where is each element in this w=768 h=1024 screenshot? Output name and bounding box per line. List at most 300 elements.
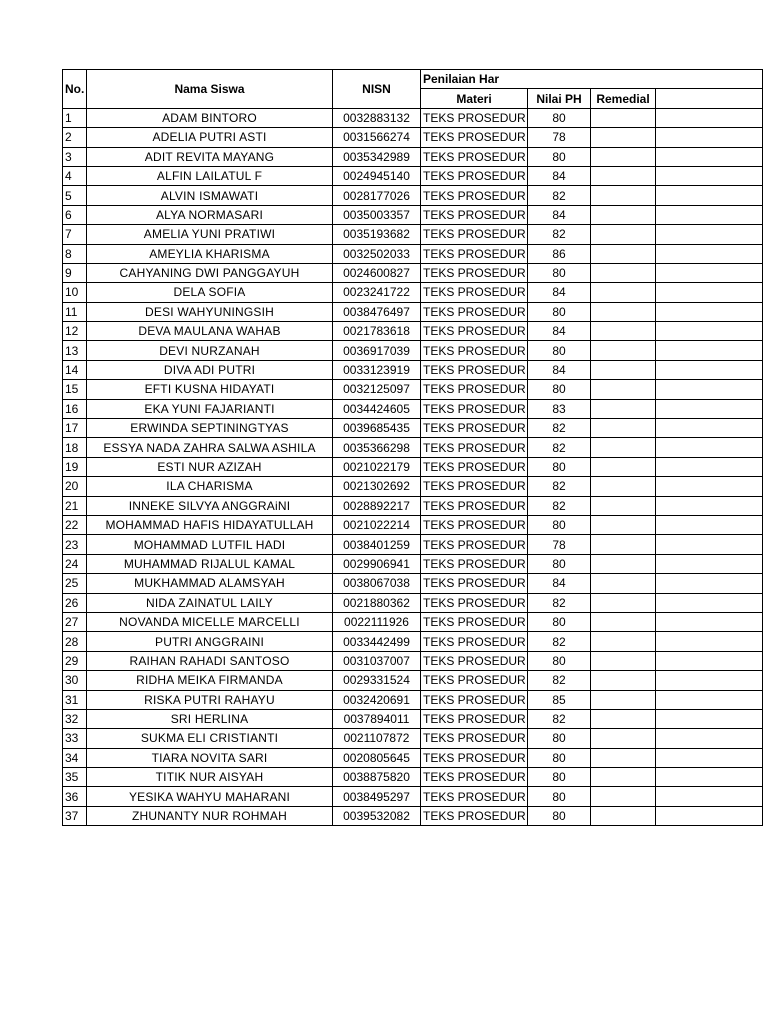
cell-nilai-ph[interactable]: 82 xyxy=(528,186,591,205)
cell-nama-siswa[interactable]: EFTI KUSNA HIDAYATI xyxy=(87,380,333,399)
cell-materi[interactable]: TEKS PROSEDUR xyxy=(421,341,528,360)
cell-nisn[interactable]: 0039685435 xyxy=(333,419,421,438)
cell-nisn[interactable]: 0034424605 xyxy=(333,399,421,418)
cell-nama-siswa[interactable]: DESI WAHYUNINGSIH xyxy=(87,302,333,321)
table-row xyxy=(63,263,763,282)
cell-offscreen xyxy=(656,322,763,341)
cell-nilai-ph[interactable]: 78 xyxy=(528,535,591,554)
cell-offscreen xyxy=(656,457,763,476)
table-row xyxy=(63,574,763,593)
cell-offscreen xyxy=(656,419,763,438)
table-row xyxy=(63,186,763,205)
table-row xyxy=(63,671,763,690)
cell-nilai-ph[interactable]: 82 xyxy=(528,709,591,728)
cell-no[interactable]: 20 xyxy=(63,477,87,496)
cell-nisn[interactable]: 0038476497 xyxy=(333,302,421,321)
cell-nama-siswa[interactable]: YESIKA WAHYU MAHARANI xyxy=(87,787,333,806)
cell-nilai-ph[interactable]: 84 xyxy=(528,205,591,224)
cell-nama-siswa[interactable]: TIARA NOVITA SARI xyxy=(87,748,333,767)
cell-nisn[interactable]: 0021022214 xyxy=(333,515,421,534)
cell-remedial[interactable] xyxy=(591,419,656,438)
cell-nilai-ph[interactable]: 80 xyxy=(528,457,591,476)
cell-nama-siswa[interactable]: ADAM BINTORO xyxy=(87,108,333,127)
cell-no[interactable]: 5 xyxy=(63,186,87,205)
cell-nilai-ph[interactable]: 80 xyxy=(528,108,591,127)
cell-offscreen xyxy=(656,574,763,593)
cell-nama-siswa[interactable]: ALYA NORMASARI xyxy=(87,205,333,224)
cell-materi[interactable]: TEKS PROSEDUR xyxy=(421,380,528,399)
cell-offscreen xyxy=(656,651,763,670)
cell-materi[interactable]: TEKS PROSEDUR xyxy=(421,768,528,787)
cell-nama-siswa[interactable]: RISKA PUTRI RAHAYU xyxy=(87,690,333,709)
cell-nama-siswa[interactable]: ADELIA PUTRI ASTI xyxy=(87,128,333,147)
cell-nisn[interactable]: 0021783618 xyxy=(333,322,421,341)
cell-nilai-ph[interactable]: 80 xyxy=(528,729,591,748)
table-row xyxy=(63,302,763,321)
table-row xyxy=(63,322,763,341)
cell-remedial[interactable] xyxy=(591,341,656,360)
cell-no[interactable]: 21 xyxy=(63,496,87,515)
cell-nama-siswa[interactable]: INNEKE SILVYA ANGGRAiNI xyxy=(87,496,333,515)
cell-nilai-ph[interactable]: 82 xyxy=(528,477,591,496)
cell-offscreen xyxy=(656,709,763,728)
cell-materi[interactable]: TEKS PROSEDUR xyxy=(421,283,528,302)
cell-materi[interactable]: TEKS PROSEDUR xyxy=(421,632,528,651)
cell-nisn[interactable]: 0035342989 xyxy=(333,147,421,166)
cell-remedial[interactable] xyxy=(591,147,656,166)
table-row xyxy=(63,787,763,806)
cell-offscreen xyxy=(656,244,763,263)
cell-no[interactable]: 30 xyxy=(63,671,87,690)
cell-nisn[interactable]: 0036917039 xyxy=(333,341,421,360)
cell-nama-siswa[interactable]: ESSYA NADA ZAHRA SALWA ASHILA xyxy=(87,438,333,457)
cell-nama-siswa[interactable]: NIDA ZAINATUL LAILY xyxy=(87,593,333,612)
cell-nisn[interactable]: 0029331524 xyxy=(333,671,421,690)
cell-nisn[interactable]: 0029906941 xyxy=(333,554,421,573)
cell-remedial[interactable] xyxy=(591,322,656,341)
cell-no[interactable]: 11 xyxy=(63,302,87,321)
cell-nilai-ph[interactable]: 80 xyxy=(528,341,591,360)
cell-offscreen xyxy=(656,612,763,631)
cell-no[interactable]: 6 xyxy=(63,205,87,224)
cell-offscreen xyxy=(656,593,763,612)
cell-nama-siswa[interactable]: TITIK NUR AISYAH xyxy=(87,768,333,787)
cell-nilai-ph[interactable]: 80 xyxy=(528,147,591,166)
cell-nisn[interactable]: 0023241722 xyxy=(333,283,421,302)
cell-remedial[interactable] xyxy=(591,690,656,709)
table-row xyxy=(63,612,763,631)
cell-nama-siswa[interactable]: RAIHAN RAHADI SANTOSO xyxy=(87,651,333,670)
cell-no[interactable]: 26 xyxy=(63,593,87,612)
cell-nisn[interactable]: 0022111926 xyxy=(333,612,421,631)
cell-nisn[interactable]: 0032420691 xyxy=(333,690,421,709)
cell-nama-siswa[interactable]: MOHAMMAD HAFIS HIDAYATULLAH xyxy=(87,515,333,534)
cell-materi[interactable]: TEKS PROSEDUR xyxy=(421,574,528,593)
cell-nilai-ph[interactable]: 80 xyxy=(528,515,591,534)
cell-offscreen xyxy=(656,632,763,651)
cell-nilai-ph[interactable]: 84 xyxy=(528,360,591,379)
cell-materi[interactable]: TEKS PROSEDUR xyxy=(421,477,528,496)
cell-nilai-ph[interactable]: 82 xyxy=(528,496,591,515)
cell-no[interactable]: 18 xyxy=(63,438,87,457)
cell-offscreen xyxy=(656,535,763,554)
cell-no[interactable]: 22 xyxy=(63,515,87,534)
cell-materi[interactable]: TEKS PROSEDUR xyxy=(421,690,528,709)
cell-nisn[interactable]: 0028892217 xyxy=(333,496,421,515)
cell-materi[interactable]: TEKS PROSEDUR xyxy=(421,709,528,728)
cell-nisn[interactable]: 0032502033 xyxy=(333,244,421,263)
cell-no[interactable]: 3 xyxy=(63,147,87,166)
cell-nama-siswa[interactable]: MUHAMMAD RIJALUL KAMAL xyxy=(87,554,333,573)
cell-remedial[interactable] xyxy=(591,787,656,806)
cell-nama-siswa[interactable]: SRI HERLINA xyxy=(87,709,333,728)
cell-offscreen xyxy=(656,515,763,534)
cell-nama-siswa[interactable]: DEVI NURZANAH xyxy=(87,341,333,360)
cell-nisn[interactable]: 0038401259 xyxy=(333,535,421,554)
cell-remedial[interactable] xyxy=(591,748,656,767)
table-row xyxy=(63,806,763,825)
cell-no[interactable]: 16 xyxy=(63,399,87,418)
cell-nisn[interactable]: 0031037007 xyxy=(333,651,421,670)
cell-remedial[interactable] xyxy=(591,166,656,185)
cell-remedial[interactable] xyxy=(591,457,656,476)
cell-offscreen xyxy=(656,671,763,690)
cell-materi[interactable]: TEKS PROSEDUR xyxy=(421,147,528,166)
cell-materi[interactable]: TEKS PROSEDUR xyxy=(421,671,528,690)
cell-materi[interactable]: TEKS PROSEDUR xyxy=(421,399,528,418)
cell-materi[interactable]: TEKS PROSEDUR xyxy=(421,244,528,263)
cell-remedial[interactable] xyxy=(591,438,656,457)
cell-remedial[interactable] xyxy=(591,806,656,825)
table-row xyxy=(63,515,763,534)
cell-remedial[interactable] xyxy=(591,612,656,631)
cell-materi[interactable]: TEKS PROSEDUR xyxy=(421,729,528,748)
table-row xyxy=(63,419,763,438)
cell-nama-siswa[interactable]: EKA YUNI FAJARIANTI xyxy=(87,399,333,418)
cell-offscreen xyxy=(656,438,763,457)
cell-no[interactable]: 31 xyxy=(63,690,87,709)
cell-nama-siswa[interactable]: DELA SOFIA xyxy=(87,283,333,302)
cell-offscreen xyxy=(656,108,763,127)
cell-no[interactable]: 33 xyxy=(63,729,87,748)
table-row xyxy=(63,128,763,147)
cell-offscreen xyxy=(656,690,763,709)
cell-offscreen xyxy=(656,225,763,244)
cell-remedial[interactable] xyxy=(591,632,656,651)
header-nilai-ph[interactable]: Nilai PH xyxy=(528,89,591,108)
table-row xyxy=(63,496,763,515)
cell-no[interactable]: 17 xyxy=(63,419,87,438)
cell-no[interactable]: 27 xyxy=(63,612,87,631)
cell-nilai-ph[interactable]: 84 xyxy=(528,322,591,341)
cell-materi[interactable]: TEKS PROSEDUR xyxy=(421,302,528,321)
cell-nama-siswa[interactable]: SUKMA ELI CRISTIANTI xyxy=(87,729,333,748)
cell-nisn[interactable]: 0032125097 xyxy=(333,380,421,399)
cell-materi[interactable]: TEKS PROSEDUR xyxy=(421,748,528,767)
cell-no[interactable]: 24 xyxy=(63,554,87,573)
cell-offscreen xyxy=(656,477,763,496)
cell-nama-siswa[interactable]: ZHUNANTY NUR ROHMAH xyxy=(87,806,333,825)
cell-offscreen xyxy=(656,787,763,806)
cell-nama-siswa[interactable]: PUTRI ANGGRAINI xyxy=(87,632,333,651)
cell-nama-siswa[interactable]: CAHYANING DWI PANGGAYUH xyxy=(87,263,333,282)
cell-no[interactable]: 4 xyxy=(63,166,87,185)
cell-materi[interactable]: TEKS PROSEDUR xyxy=(421,806,528,825)
cell-remedial[interactable] xyxy=(591,399,656,418)
cell-offscreen xyxy=(656,380,763,399)
cell-materi[interactable]: TEKS PROSEDUR xyxy=(421,593,528,612)
cell-materi[interactable]: TEKS PROSEDUR xyxy=(421,360,528,379)
cell-nilai-ph[interactable]: 80 xyxy=(528,380,591,399)
header-nisn[interactable]: NISN xyxy=(333,70,421,109)
cell-offscreen xyxy=(656,186,763,205)
grades-table xyxy=(62,69,763,826)
cell-offscreen xyxy=(656,360,763,379)
cell-materi[interactable]: TEKS PROSEDUR xyxy=(421,322,528,341)
cell-nilai-ph[interactable]: 84 xyxy=(528,283,591,302)
cell-nama-siswa[interactable]: AMEYLIA KHARISMA xyxy=(87,244,333,263)
cell-nama-siswa[interactable]: ERWINDA SEPTININGTYAS xyxy=(87,419,333,438)
cell-materi[interactable]: TEKS PROSEDUR xyxy=(421,108,528,127)
cell-nisn[interactable]: 0038875820 xyxy=(333,768,421,787)
cell-remedial[interactable] xyxy=(591,729,656,748)
cell-remedial[interactable] xyxy=(591,574,656,593)
cell-nilai-ph[interactable]: 82 xyxy=(528,438,591,457)
cell-remedial[interactable] xyxy=(591,515,656,534)
spreadsheet-area xyxy=(62,69,768,826)
cell-remedial[interactable] xyxy=(591,496,656,515)
cell-nilai-ph[interactable]: 80 xyxy=(528,554,591,573)
cell-nilai-ph[interactable]: 82 xyxy=(528,593,591,612)
cell-offscreen xyxy=(656,166,763,185)
cell-nilai-ph[interactable]: 80 xyxy=(528,263,591,282)
cell-no[interactable]: 13 xyxy=(63,341,87,360)
cell-no[interactable]: 1 xyxy=(63,108,87,127)
cell-materi[interactable]: TEKS PROSEDUR xyxy=(421,457,528,476)
cell-nisn[interactable]: 0021107872 xyxy=(333,729,421,748)
cell-nama-siswa[interactable]: DIVA ADI PUTRI xyxy=(87,360,333,379)
cell-materi[interactable]: TEKS PROSEDUR xyxy=(421,651,528,670)
cell-nama-siswa[interactable]: MUKHAMMAD ALAMSYAH xyxy=(87,574,333,593)
cell-nilai-ph[interactable]: 84 xyxy=(528,166,591,185)
table-row xyxy=(63,709,763,728)
cell-remedial[interactable] xyxy=(591,593,656,612)
cell-no[interactable]: 19 xyxy=(63,457,87,476)
cell-nisn[interactable]: 0031566274 xyxy=(333,128,421,147)
table-row xyxy=(63,477,763,496)
cell-nilai-ph[interactable]: 80 xyxy=(528,768,591,787)
cell-offscreen xyxy=(656,399,763,418)
cell-nilai-ph[interactable]: 82 xyxy=(528,671,591,690)
cell-nilai-ph[interactable]: 80 xyxy=(528,787,591,806)
cell-nisn[interactable]: 0039532082 xyxy=(333,806,421,825)
cell-no[interactable]: 25 xyxy=(63,574,87,593)
cell-nama-siswa[interactable]: MOHAMMAD LUTFIL HADI xyxy=(87,535,333,554)
table-row xyxy=(63,341,763,360)
table-row xyxy=(63,748,763,767)
table-row xyxy=(63,360,763,379)
cell-nilai-ph[interactable]: 83 xyxy=(528,399,591,418)
cell-nisn[interactable]: 0035193682 xyxy=(333,225,421,244)
header-no[interactable]: No. xyxy=(63,70,87,109)
cell-remedial[interactable] xyxy=(591,302,656,321)
cell-materi[interactable]: TEKS PROSEDUR xyxy=(421,186,528,205)
cell-remedial[interactable] xyxy=(591,535,656,554)
cell-no[interactable]: 36 xyxy=(63,787,87,806)
table-row xyxy=(63,457,763,476)
cell-materi[interactable]: TEKS PROSEDUR xyxy=(421,225,528,244)
cell-remedial[interactable] xyxy=(591,360,656,379)
cell-nisn[interactable]: 0033442499 xyxy=(333,632,421,651)
cell-nama-siswa[interactable]: ILA CHARISMA xyxy=(87,477,333,496)
cell-nilai-ph[interactable]: 80 xyxy=(528,302,591,321)
cell-no[interactable]: 35 xyxy=(63,768,87,787)
cell-materi[interactable]: TEKS PROSEDUR xyxy=(421,496,528,515)
cell-remedial[interactable] xyxy=(591,186,656,205)
cell-nisn[interactable]: 0038495297 xyxy=(333,787,421,806)
cell-no[interactable]: 7 xyxy=(63,225,87,244)
table-row xyxy=(63,166,763,185)
cell-nilai-ph[interactable]: 80 xyxy=(528,806,591,825)
header-nama-siswa[interactable]: Nama Siswa xyxy=(87,70,333,109)
cell-offscreen xyxy=(656,263,763,282)
cell-remedial[interactable] xyxy=(591,651,656,670)
cell-remedial[interactable] xyxy=(591,205,656,224)
cell-offscreen xyxy=(656,341,763,360)
cell-materi[interactable]: TEKS PROSEDUR xyxy=(421,535,528,554)
table-row xyxy=(63,593,763,612)
cell-nisn[interactable]: 0038067038 xyxy=(333,574,421,593)
cell-materi[interactable]: TEKS PROSEDUR xyxy=(421,205,528,224)
table-row xyxy=(63,244,763,263)
cell-remedial[interactable] xyxy=(591,128,656,147)
cell-no[interactable]: 14 xyxy=(63,360,87,379)
cell-no[interactable]: 37 xyxy=(63,806,87,825)
cell-nilai-ph[interactable]: 82 xyxy=(528,632,591,651)
cell-offscreen xyxy=(656,806,763,825)
table-row xyxy=(63,554,763,573)
cell-materi[interactable]: TEKS PROSEDUR xyxy=(421,515,528,534)
cell-nisn[interactable]: 0021022179 xyxy=(333,457,421,476)
cell-no[interactable]: 10 xyxy=(63,283,87,302)
cell-materi[interactable]: TEKS PROSEDUR xyxy=(421,419,528,438)
table-row xyxy=(63,380,763,399)
cell-nisn[interactable]: 0032883132 xyxy=(333,108,421,127)
cell-no[interactable]: 2 xyxy=(63,128,87,147)
cell-nama-siswa[interactable]: NOVANDA MICELLE MARCELLI xyxy=(87,612,333,631)
cell-nisn[interactable]: 0020805645 xyxy=(333,748,421,767)
cell-nisn[interactable]: 0024600827 xyxy=(333,263,421,282)
cell-nilai-ph[interactable]: 85 xyxy=(528,690,591,709)
cell-no[interactable]: 29 xyxy=(63,651,87,670)
table-row xyxy=(63,147,763,166)
table-row xyxy=(63,399,763,418)
cell-offscreen xyxy=(656,283,763,302)
cell-nama-siswa[interactable]: DEVA MAULANA WAHAB xyxy=(87,322,333,341)
cell-remedial[interactable] xyxy=(591,477,656,496)
cell-remedial[interactable] xyxy=(591,768,656,787)
cell-no[interactable]: 28 xyxy=(63,632,87,651)
cell-nilai-ph[interactable]: 82 xyxy=(528,419,591,438)
cell-nama-siswa[interactable]: ALFIN LAILATUL F xyxy=(87,166,333,185)
cell-nisn[interactable]: 0037894011 xyxy=(333,709,421,728)
cell-nisn[interactable]: 0033123919 xyxy=(333,360,421,379)
cell-materi[interactable]: TEKS PROSEDUR xyxy=(421,612,528,631)
cell-remedial[interactable] xyxy=(591,554,656,573)
cell-nisn[interactable]: 0035366298 xyxy=(333,438,421,457)
cell-no[interactable]: 8 xyxy=(63,244,87,263)
cell-nama-siswa[interactable]: ALVIN ISMAWATI xyxy=(87,186,333,205)
table-row xyxy=(63,535,763,554)
cell-no[interactable]: 15 xyxy=(63,380,87,399)
cell-remedial[interactable] xyxy=(591,108,656,127)
cell-no[interactable]: 12 xyxy=(63,322,87,341)
cell-nisn[interactable]: 0028177026 xyxy=(333,186,421,205)
cell-remedial[interactable] xyxy=(591,263,656,282)
header-row-top xyxy=(63,70,763,89)
table-row xyxy=(63,283,763,302)
cell-no[interactable]: 23 xyxy=(63,535,87,554)
cell-nilai-ph[interactable]: 78 xyxy=(528,128,591,147)
cell-offscreen xyxy=(656,147,763,166)
cell-no[interactable]: 34 xyxy=(63,748,87,767)
header-penilaian-harian[interactable]: Penilaian Har xyxy=(421,70,763,89)
table-row xyxy=(63,108,763,127)
table-row xyxy=(63,690,763,709)
cell-no[interactable]: 32 xyxy=(63,709,87,728)
cell-offscreen xyxy=(656,302,763,321)
table-row xyxy=(63,632,763,651)
cell-offscreen xyxy=(656,128,763,147)
cell-remedial[interactable] xyxy=(591,283,656,302)
table-row xyxy=(63,205,763,224)
cell-nama-siswa[interactable]: ESTI NUR AZIZAH xyxy=(87,457,333,476)
cell-materi[interactable]: TEKS PROSEDUR xyxy=(421,787,528,806)
cell-nilai-ph[interactable]: 84 xyxy=(528,574,591,593)
cell-materi[interactable]: TEKS PROSEDUR xyxy=(421,263,528,282)
cell-offscreen xyxy=(656,496,763,515)
cell-materi[interactable]: TEKS PROSEDUR xyxy=(421,438,528,457)
cell-remedial[interactable] xyxy=(591,709,656,728)
table-body xyxy=(63,108,763,825)
cell-offscreen xyxy=(656,768,763,787)
cell-remedial[interactable] xyxy=(591,225,656,244)
cell-nilai-ph[interactable]: 80 xyxy=(528,612,591,631)
cell-no[interactable]: 9 xyxy=(63,263,87,282)
cell-materi[interactable]: TEKS PROSEDUR xyxy=(421,166,528,185)
cell-nilai-ph[interactable]: 80 xyxy=(528,651,591,670)
cell-nisn[interactable]: 0021302692 xyxy=(333,477,421,496)
cell-remedial[interactable] xyxy=(591,380,656,399)
cell-remedial[interactable] xyxy=(591,244,656,263)
header-remedial[interactable]: Remedial xyxy=(591,89,656,108)
header-materi[interactable]: Materi xyxy=(421,89,528,108)
cell-materi[interactable]: TEKS PROSEDUR xyxy=(421,554,528,573)
cell-nilai-ph[interactable]: 86 xyxy=(528,244,591,263)
cell-nilai-ph[interactable]: 80 xyxy=(528,748,591,767)
cell-nisn[interactable]: 0021880362 xyxy=(333,593,421,612)
cell-nama-siswa[interactable]: ADIT REVITA MAYANG xyxy=(87,147,333,166)
cell-nisn[interactable]: 0024945140 xyxy=(333,166,421,185)
cell-nisn[interactable]: 0035003357 xyxy=(333,205,421,224)
cell-offscreen xyxy=(656,205,763,224)
cell-remedial[interactable] xyxy=(591,671,656,690)
cell-nama-siswa[interactable]: RIDHA MEIKA FIRMANDA xyxy=(87,671,333,690)
cell-nilai-ph[interactable]: 82 xyxy=(528,225,591,244)
cell-offscreen xyxy=(656,554,763,573)
cell-materi[interactable]: TEKS PROSEDUR xyxy=(421,128,528,147)
cell-nama-siswa[interactable]: AMELIA YUNI PRATIWI xyxy=(87,225,333,244)
